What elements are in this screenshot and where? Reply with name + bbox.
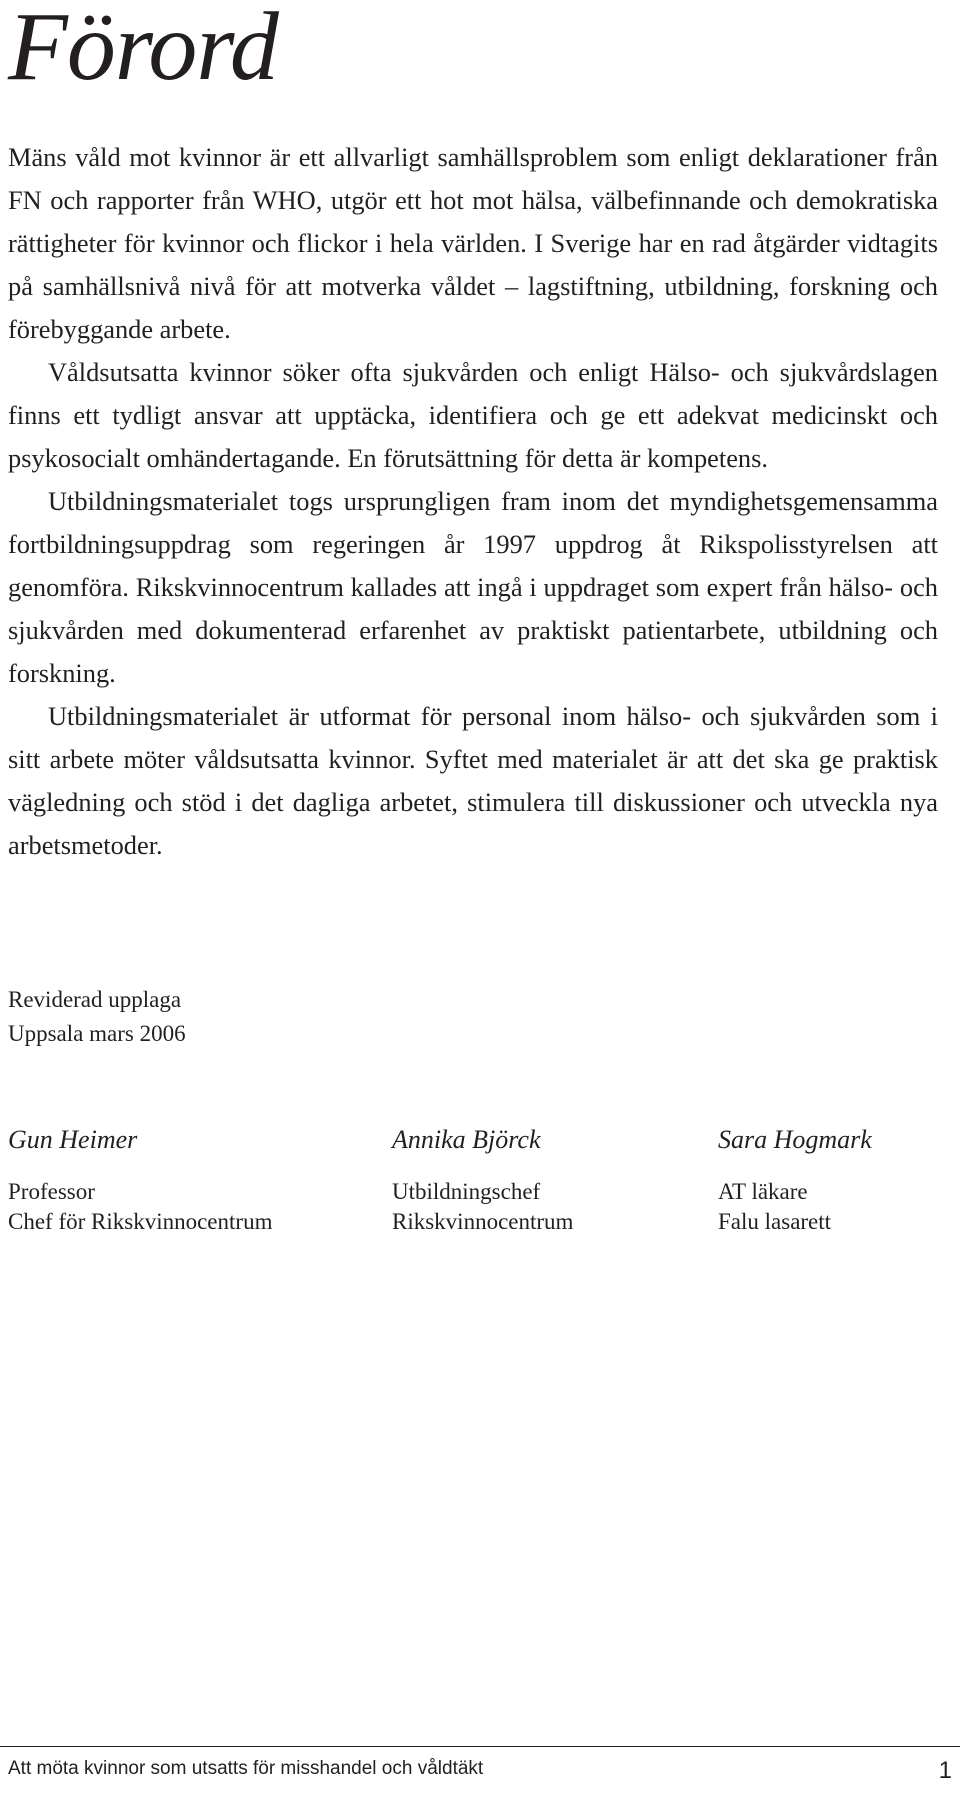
page-title: Förord	[8, 0, 278, 101]
signer-sara-hogmark	[718, 1125, 872, 1237]
edition-label: Reviderad upplaga	[8, 987, 182, 1012]
signer-organization: Rikskvinnocentrum	[392, 1209, 574, 1234]
foreword-body	[8, 136, 938, 867]
signer-annika-bjorck	[392, 1125, 573, 1237]
footer-publication-title: Att möta kvinnor som utsatts för misshandel och våldtäkt	[8, 1758, 484, 1779]
signer-name: Annika Björck	[392, 1125, 541, 1154]
edition-place-date: Uppsala mars 2006	[8, 1021, 186, 1046]
signer-name: Gun Heimer	[8, 1125, 138, 1154]
signer-title: AT läkare	[718, 1179, 808, 1204]
signer-name: Sara Hogmark	[718, 1125, 872, 1154]
signer-organization: Chef för Rikskvinnocentrum	[8, 1209, 273, 1234]
page-number: 1	[938, 1757, 952, 1784]
footer-divider	[0, 1746, 960, 1747]
paragraph-4: Utbildningsmaterialet är utformat för personal inom hälso- och sjukvården som i sitt arbete möter våldsutsatta kvinnor. Syftet med materialet är att det ska ge praktisk vägledning och stöd i det dagliga arbetet, stimulera till diskussioner och utveckla nya arbetsmetoder.	[8, 701, 938, 860]
paragraph-3: Utbildningsmaterialet togs ursprungligen fram inom det myndighetsgemensamma fortbildningsuppdrag som regeringen år 1997 uppdrog åt Rikspolisstyrelsen att genomföra. Rikskvinnocentrum kallades att ingå i uppdraget som expert från hälso- och sjukvården med dokumenterad erfarenhet av praktiskt patientarbete, utbildning och forskning.	[8, 486, 938, 688]
signer-title: Professor	[8, 1179, 95, 1204]
signer-organization: Falu lasarett	[718, 1209, 832, 1234]
signer-title: Utbildningschef	[392, 1179, 541, 1204]
edition-info	[8, 983, 186, 1051]
paragraph-1: Mäns våld mot kvinnor är ett allvarligt samhällsproblem som enligt deklarationer från FN och rapporter från WHO, utgör ett hot mot hälsa, välbefinnande och demokratiska rättigheter för kvinnor och flickor i hela världen. I Sverige har en rad åtgärder vidtagits på samhällsnivå nivå för att motverka våldet – lagstiftning, utbildning, forskning och förebyggande arbete.	[8, 142, 938, 344]
signer-gun-heimer	[8, 1125, 272, 1237]
paragraph-2: Våldsutsatta kvinnor söker ofta sjukvården och enligt Hälso- och sjukvårdslagen finns ett tydligt ansvar att upptäcka, identifiera och ge ett adekvat medicinskt och psykosocialt omhändertagande. En förutsättning för detta är kompetens.	[8, 357, 938, 473]
